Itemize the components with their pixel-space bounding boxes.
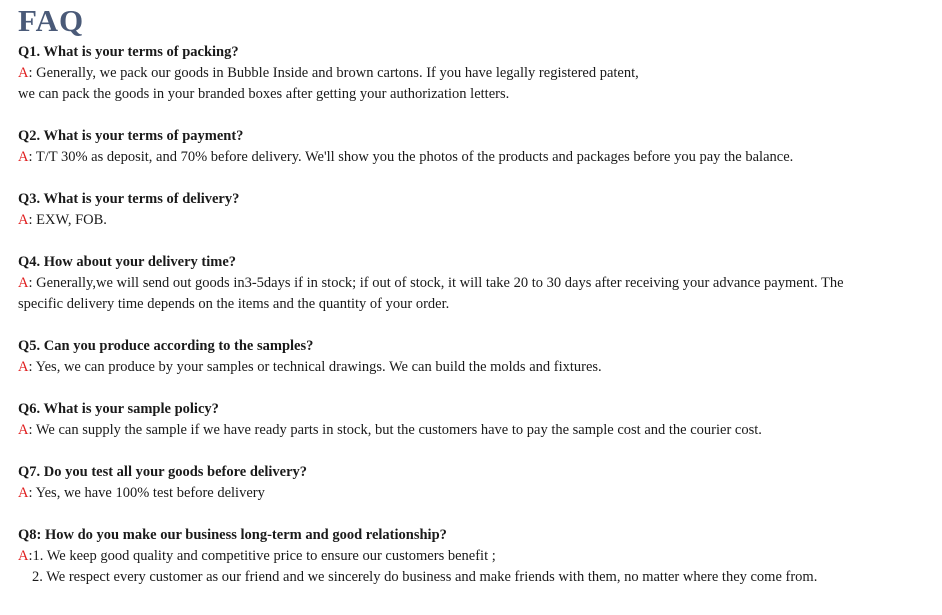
faq-item-3 bbox=[18, 189, 942, 231]
faq-question: Q4. How about your delivery time? bbox=[18, 254, 237, 270]
faq-answer-text: : Generally, we pack our goods in Bubble Inside and brown cartons. If you have legally registered patent, bbox=[28, 65, 639, 81]
answer-marker: A bbox=[18, 149, 29, 165]
faq-answer-line bbox=[18, 273, 942, 294]
faq-answer-line bbox=[18, 210, 942, 231]
faq-answer-text: : EXW, FOB. bbox=[28, 212, 107, 228]
faq-question: Q7. Do you test all your goods before delivery? bbox=[18, 464, 308, 480]
answer-marker: A bbox=[18, 65, 29, 81]
faq-item-7 bbox=[18, 462, 942, 504]
faq-answer-text: :1. We keep good quality and competitive price to ensure our customers benefit ; bbox=[28, 548, 496, 564]
answer-marker: A bbox=[18, 485, 29, 501]
faq-answer-line bbox=[18, 63, 942, 84]
answer-marker: A bbox=[18, 359, 29, 375]
faq-question: Q1. What is your terms of packing? bbox=[18, 44, 239, 60]
faq-answer-line bbox=[18, 483, 942, 504]
faq-answer-text: : We can supply the sample if we have ready parts in stock, but the customers have to pay the sample cost and the courier cost. bbox=[28, 422, 762, 438]
answer-marker: A bbox=[18, 212, 29, 228]
faq-answer-line: we can pack the goods in your branded boxes after getting your authorization letters. bbox=[18, 86, 510, 102]
faq-item-5 bbox=[18, 336, 942, 378]
faq-answer-line bbox=[18, 147, 942, 168]
faq-item-8 bbox=[18, 525, 942, 588]
faq-question: Q8: How do you make our business long-term and good relationship? bbox=[18, 527, 447, 543]
faq-item-6 bbox=[18, 399, 942, 441]
faq-item-2 bbox=[18, 126, 942, 168]
faq-question: Q2. What is your terms of payment? bbox=[18, 128, 244, 144]
faq-answer-line: 2. We respect every customer as our friend and we sincerely do business and make friends with them, no matter where they come from. bbox=[32, 569, 818, 585]
faq-item-4 bbox=[18, 252, 942, 315]
faq-answer-line bbox=[18, 546, 942, 567]
faq-answer-text: : Yes, we can produce by your samples or technical drawings. We can build the molds and fixtures. bbox=[28, 359, 602, 375]
faq-answer-text: : Yes, we have 100% test before delivery bbox=[28, 485, 265, 501]
faq-answer-text: : Generally,we will send out goods in3-5days if in stock; if out of stock, it will take 20 to 30 days after receiving your advance payment. The bbox=[28, 275, 844, 291]
answer-marker: A bbox=[18, 275, 29, 291]
faq-answer-line bbox=[18, 420, 942, 441]
answer-marker: A bbox=[18, 422, 29, 438]
answer-marker: A bbox=[18, 548, 29, 564]
page-title: FAQ bbox=[18, 3, 85, 38]
faq-answer-line bbox=[18, 357, 942, 378]
faq-question: Q3. What is your terms of delivery? bbox=[18, 191, 240, 207]
faq-question: Q6. What is your sample policy? bbox=[18, 401, 219, 417]
faq-item-1 bbox=[18, 42, 942, 105]
faq-answer-text: : T/T 30% as deposit, and 70% before delivery. We'll show you the photos of the products and packages before you pay the balance. bbox=[28, 149, 794, 165]
faq-question: Q5. Can you produce according to the samples? bbox=[18, 338, 314, 354]
faq-answer-line: specific delivery time depends on the items and the quantity of your order. bbox=[18, 296, 450, 312]
